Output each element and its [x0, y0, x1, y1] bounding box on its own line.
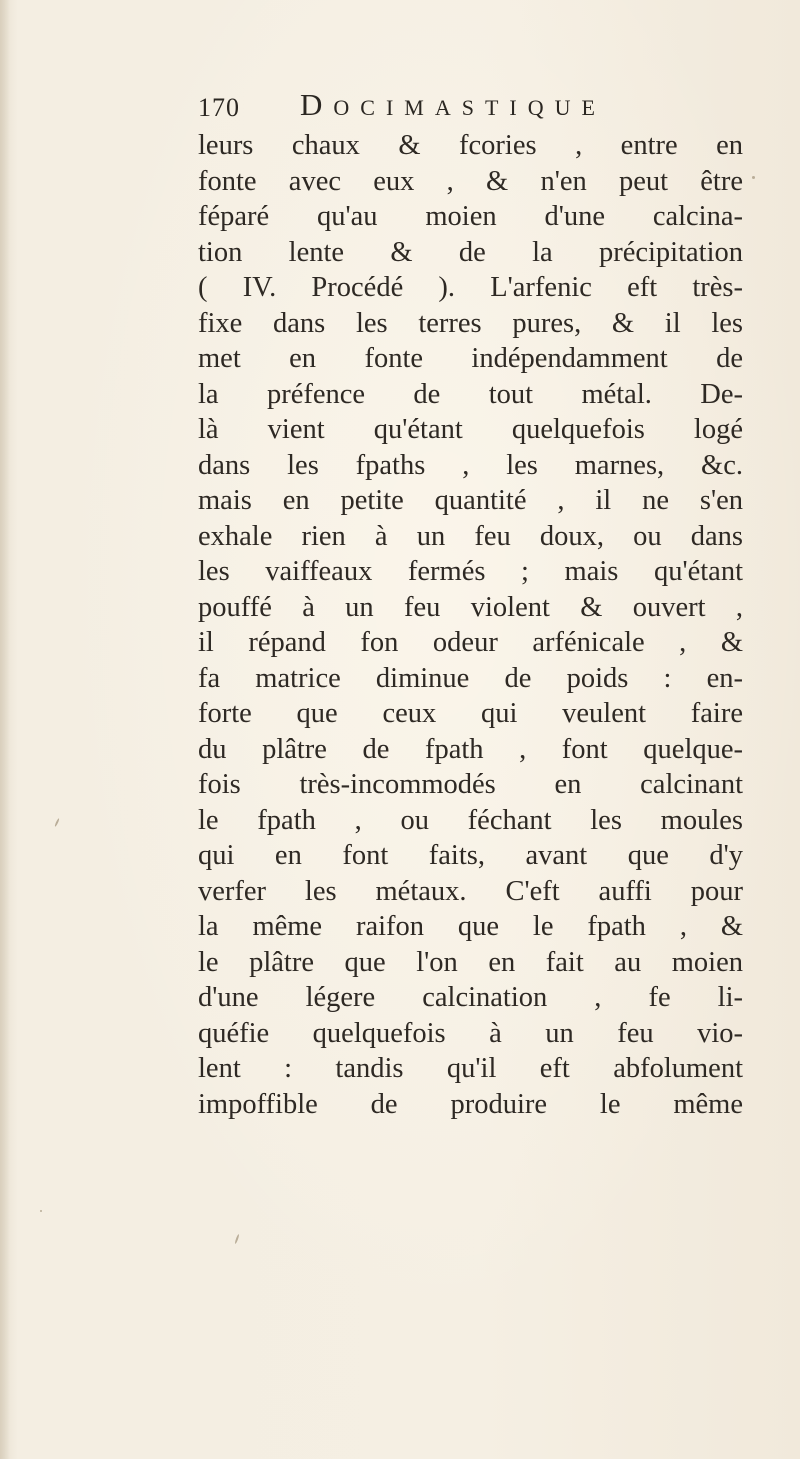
text-line: la préfence de tout métal. De-	[198, 378, 743, 410]
text-line: fixe dans les terres pures, & il les	[198, 307, 743, 339]
text-line: il répand fon odeur arfénicale , &	[198, 627, 743, 658]
text-line: dans les fpaths , les marnes, &c.	[198, 449, 743, 481]
text-line: d'une légere calcination , fe li-	[198, 982, 743, 1013]
text-line: fa matrice diminue de poids : en-	[198, 662, 743, 694]
page-gutter-shadow	[0, 0, 10, 1459]
text-line: lent : tandis qu'il eft abfolument	[198, 1053, 743, 1084]
text-line: forte que ceux qui veulent faire	[198, 698, 743, 729]
running-head	[198, 87, 758, 133]
text-line: quéfie quelquefois à un feu vio-	[198, 1017, 743, 1049]
text-line: met en fonte indépendamment de	[198, 343, 743, 374]
text-line: leurs chaux & fcories , entre en	[198, 130, 743, 161]
text-line: tion lente & de la précipitation	[198, 236, 743, 268]
text-line: les vaiffeaux fermés ; mais qu'étant	[198, 556, 743, 587]
text-line: qui en font faits, avant que d'y	[198, 840, 743, 871]
page-number: 170	[198, 93, 240, 122]
text-line: fonte avec eux , & n'en peut être	[198, 165, 743, 197]
text-line: verfer les métaux. C'eft auffi pour	[198, 875, 743, 907]
text-line: le fpath , ou féchant les moules	[198, 804, 743, 836]
text-line: fois très-incommodés en calcinant	[198, 769, 743, 800]
text-line: le plâtre que l'on en fait au moien	[198, 946, 743, 978]
text-line: là vient qu'étant quelquefois logé	[198, 414, 743, 445]
running-title: Docimastique	[300, 87, 606, 122]
text-line: féparé qu'au moien d'une calcina-	[198, 201, 743, 232]
text-line: impoffible de produire le même	[198, 1088, 743, 1120]
text-line: la même raifon que le fpath , &	[198, 911, 743, 942]
text-line: exhale rien à un feu doux, ou dans	[198, 520, 743, 552]
text-line: pouffé à un feu violent & ouvert ,	[198, 591, 743, 623]
text-line: mais en petite quantité , il ne s'en	[198, 485, 743, 516]
text-line: du plâtre de fpath , font quelque-	[198, 733, 743, 765]
body-text	[198, 128, 743, 1122]
text-line: ( IV. Procédé ). L'arfenic eft très-	[198, 272, 743, 303]
